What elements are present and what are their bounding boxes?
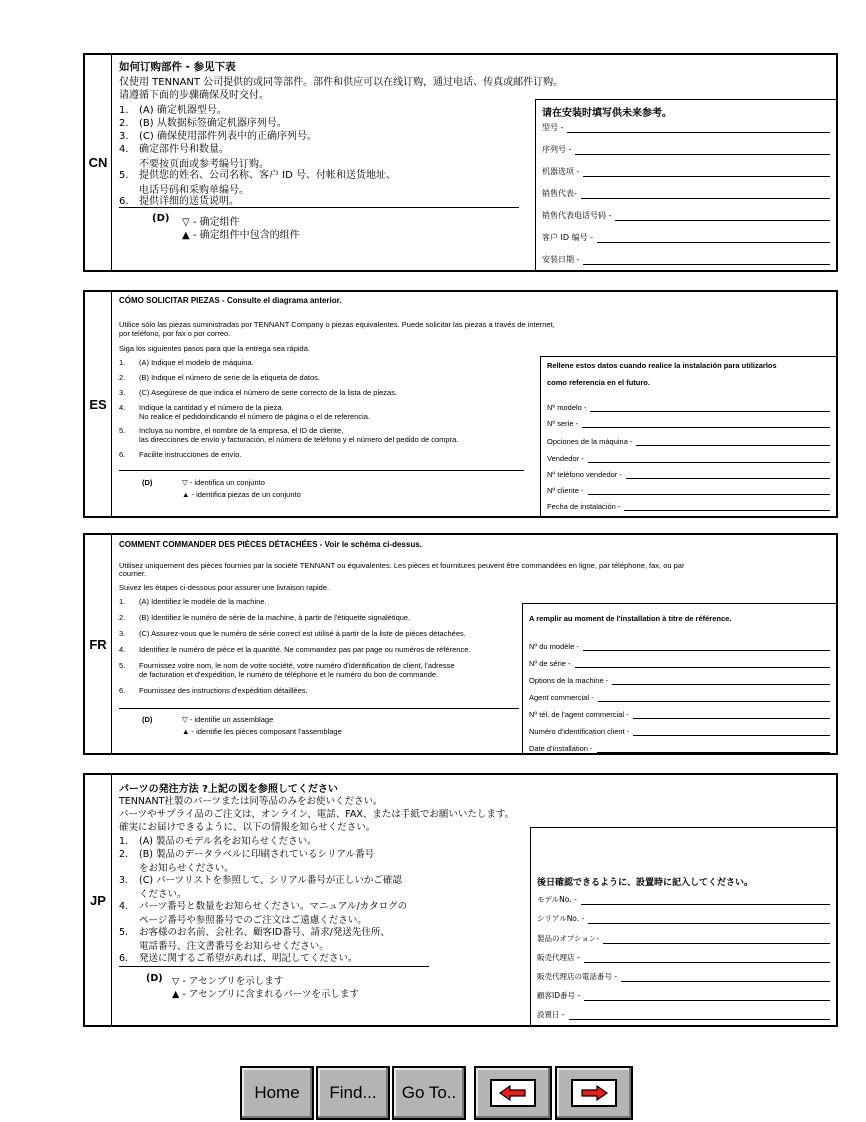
legend-divider xyxy=(119,207,519,208)
field-sales-rep-phone: Nº tél. de l'agent commercial - xyxy=(529,710,830,719)
step-5: 5. 提供您的姓名、公司名称、客户 ID 号、付帐和送货地址、 电话号码和采购单编号。 xyxy=(119,170,397,196)
intro-line: Siga los siguientes pasos para que la entrega sea rápida. xyxy=(119,344,310,353)
field-customer-id: 顧客ID番号 - xyxy=(537,990,830,1001)
field-options: Options de la machine - xyxy=(529,676,830,685)
field-customer-id: Nº cliente - xyxy=(547,486,830,495)
step-5: 5. お客様のお名前、会社名、顧客ID番号、請求/発送先住所、 電話番号、注文書番号をお知らせください。 xyxy=(119,927,390,952)
field-options: Opciones de la máquina - xyxy=(547,437,830,446)
intro-line: 仅使用 TENNANT 公司提供的或同等部件。部件和供应可以在线订购，通过电话、传真或邮件订购。 xyxy=(119,77,564,88)
section-es-body xyxy=(112,292,836,516)
step-5: 5. Fournissez votre nom, le nom de votre société, votre numéro d'identification de client, l'adresse de facturation et d'expédition, le numéro de téléphone et le numéro du bon de commande. xyxy=(119,661,455,679)
lang-label-cn: CN xyxy=(85,55,112,270)
reference-box-title: como referencia en el futuro. xyxy=(547,378,650,387)
intro-line: Utilice sólo las piezas suministradas por TENNANT Company o piezas equivalentes. Puede solicitar las piezas a través de internet, xyxy=(119,320,555,329)
lang-label-es: ES xyxy=(85,292,112,516)
legend-assembly: ▽ - アセンブリを示します xyxy=(172,976,284,987)
step-1: 1. (A) 确定机器型号。 xyxy=(119,105,227,116)
step-5: 5. Incluya su nombre, el nombre de la empresa, el ID de cliente, las direcciones de envío y facturación, el número de teléfono y el número del pedido de compra. xyxy=(119,426,459,444)
reference-box-es xyxy=(540,356,836,516)
legend-d: (D) xyxy=(152,213,170,224)
field-install-date: Date d'installation - xyxy=(529,744,830,753)
field-options: 製品のオプション- xyxy=(537,933,830,944)
step-3: 3. (C) パーツリストを参照して、シリアル番号が正しいかご確認 ください。 xyxy=(119,875,402,900)
field-install-date: Fecha de instalación - xyxy=(547,502,830,511)
legend-d: (D) xyxy=(142,478,153,487)
reference-box-title: 请在安装时填写供未来参考。 xyxy=(542,108,672,119)
legend-assembly: ▽ - 确定组件 xyxy=(182,217,240,228)
field-model: モデルNo. - xyxy=(537,894,830,905)
field-serial: Nº serie - xyxy=(547,419,830,428)
field-sales-rep-phone: 销售代表电话号码 - xyxy=(542,210,830,221)
step-1: 1. (A) Identifiez le modèle de la machine. xyxy=(119,597,267,606)
lang-label-jp: JP xyxy=(85,775,112,1025)
legend-assembly-parts: ▲ - アセンブリに含まれるパーツを示します xyxy=(172,989,359,1000)
reference-box-title: A remplir au moment de l'installation à titre de référence. xyxy=(529,614,732,623)
field-serial: 序列号 - xyxy=(542,144,830,155)
legend-assembly-parts: ▲ - identifie les pièces composant l'assemblage xyxy=(182,727,342,736)
reference-box-fr xyxy=(522,603,836,753)
section-jp-body xyxy=(112,775,836,1025)
section-title-jp: パーツの発注方法 ?上記の図を参照してください xyxy=(119,784,338,795)
legend-divider xyxy=(119,966,429,967)
field-install-date: 設置日 - xyxy=(537,1009,830,1020)
field-model: Nº du modèle - xyxy=(529,642,830,651)
legend-d: (D) xyxy=(142,715,153,724)
field-sales-rep: 销售代表- xyxy=(542,188,830,199)
field-customer-id: 客户 ID 编号 - xyxy=(542,232,830,243)
field-customer-id: Numéro d'identification client - xyxy=(529,727,830,736)
step-1: 1. (A) 製品のモデル名をお知らせください。 xyxy=(119,836,317,847)
home-button[interactable]: Home xyxy=(240,1066,314,1120)
intro-line: パーツやサプライ品のご注文は、オンライン、電話、FAX、または手紙でお願いいたします。 xyxy=(119,809,515,820)
legend-divider xyxy=(119,470,524,471)
step-4: 4. Indique la cantidad y el número de la pieza. No realice el pedidoindicando el número de página o el de referencia. xyxy=(119,403,370,421)
legend-assembly: ▽ - identifie un assemblage xyxy=(182,715,274,724)
section-title-es: CÓMO SOLICITAR PIEZAS - Consulte el diagrama anterior. xyxy=(119,296,342,305)
intro-line: Suivez les étapes ci-dessous pour assurer une livraison rapide. xyxy=(119,583,330,592)
step-3: 3. (C) 确保使用部件列表中的正确序列号。 xyxy=(119,131,317,142)
goto-button[interactable]: Go To.. xyxy=(392,1066,466,1120)
step-2: 2. (B) 製品のデータラベルに印刷されているシリアル番号 をお知らせください。 xyxy=(119,849,375,874)
intro-line: courrier. xyxy=(119,569,147,578)
legend-divider xyxy=(119,708,519,709)
lang-label-fr: FR xyxy=(85,535,112,753)
section-cn-body xyxy=(112,55,836,270)
section-es xyxy=(83,290,838,518)
find-button[interactable]: Find... xyxy=(316,1066,390,1120)
step-4: 4. Identifiez le numéro de pièce et la quantité. Ne commandez pas par page ou numéros de référence. xyxy=(119,645,471,654)
field-serial: Nº de série - xyxy=(529,659,830,668)
intro-line: 確実にお届けできるように、以下の情報を知らせください。 xyxy=(119,822,376,833)
field-sales-rep-phone: Nº teléfono vendedor - xyxy=(547,470,830,479)
intro-line: por teléfono, por fax o por correo. xyxy=(119,329,231,338)
step-1: 1. (A) Indique el modelo de máquina. xyxy=(119,358,254,367)
legend-assembly-parts: ▲ - 确定组件中包含的组件 xyxy=(182,230,300,241)
field-serial: シリアルNo. - xyxy=(537,913,830,924)
step-4: 4. 确定部件号和数量。 不要按页面或参考编号订购。 xyxy=(119,144,269,170)
field-sales-rep: 販売代理店 - xyxy=(537,952,830,963)
field-sales-rep: Agent commercial - xyxy=(529,693,830,702)
field-model: Nº modelo - xyxy=(547,403,830,412)
step-4: 4. パーツ番号と数量をお知らせください。マニュアル/カタログの ページ番号や参照番号でのご注文はご遠慮ください。 xyxy=(119,901,408,926)
reference-box-title: 後日確認できるように、設置時に記入してください。 xyxy=(537,878,754,888)
left-arrow-icon xyxy=(490,1079,536,1107)
intro-line: 请遵循下面的步骤确保及时交付。 xyxy=(119,90,269,101)
section-title-cn: 如何订购部件 - 参见下表 xyxy=(119,61,236,73)
section-cn xyxy=(83,53,838,272)
right-arrow-glyph xyxy=(579,1085,609,1101)
field-sales-rep: Vendedor - xyxy=(547,454,830,463)
field-options: 机器选项 - xyxy=(542,166,830,177)
field-sales-rep-phone: 販売代理店の電話番号 - xyxy=(537,971,830,982)
next-page-button[interactable] xyxy=(555,1066,633,1120)
right-arrow-icon xyxy=(571,1079,617,1107)
reference-box-cn xyxy=(535,99,836,270)
step-2: 2. (B) Indique el número de serie de la etiqueta de datos. xyxy=(119,373,320,382)
intro-line: TENNANT社製のパーツまたは同等品のみをお使いください。 xyxy=(119,796,383,807)
reference-box-jp xyxy=(530,827,836,1025)
reference-box-title: Rellene estos datos cuando realice la instalación para utilizarlos xyxy=(547,361,777,370)
step-2: 2. (B) Identifiez le numéro de série de la machine, à partir de l'étiquette signalétique. xyxy=(119,613,411,622)
step-2: 2. (B) 从数据标签确定机器序列号。 xyxy=(119,118,287,129)
field-install-date: 安装日期 - xyxy=(542,254,830,265)
step-6: 6. Fournissez des instructions d'expédition détaillées. xyxy=(119,686,308,695)
step-6: 6. 発送に関するご希望があれば、明記してください。 xyxy=(119,953,358,964)
step-6: 6. Facilite instrucciones de envío. xyxy=(119,450,242,459)
section-title-fr: COMMENT COMMANDER DES PIÈCES DÉTACHÉES - Voir le schéma ci-dessus. xyxy=(119,540,422,549)
section-fr xyxy=(83,533,838,755)
legend-assembly: ▽ - identifica un conjunto xyxy=(182,478,265,487)
previous-page-button[interactable] xyxy=(474,1066,552,1120)
legend-d: (D) xyxy=(146,973,163,984)
intro-line: Utilisez uniquement des pièces fournies par la société TENNANT ou équivalentes. Les pièces et fournitures peuvent être commandées en ligne, par téléphone, fax, ou par xyxy=(119,561,685,570)
legend-assembly-parts: ▲ - identifica piezas de un conjunto xyxy=(182,490,301,499)
step-6: 6. 提供详细的送货说明。 xyxy=(119,196,239,207)
step-3: 3. (C) Asegúrese de que indica el número de serie correcto de la lista de piezas. xyxy=(119,388,398,397)
step-3: 3. (C) Assurez-vous que le numéro de série correct est utilisé à partir de la liste de pièces détachées. xyxy=(119,629,466,638)
field-model: 型号 - xyxy=(542,122,830,133)
section-jp xyxy=(83,773,838,1027)
section-fr-body xyxy=(112,535,836,753)
left-arrow-glyph xyxy=(498,1085,528,1101)
